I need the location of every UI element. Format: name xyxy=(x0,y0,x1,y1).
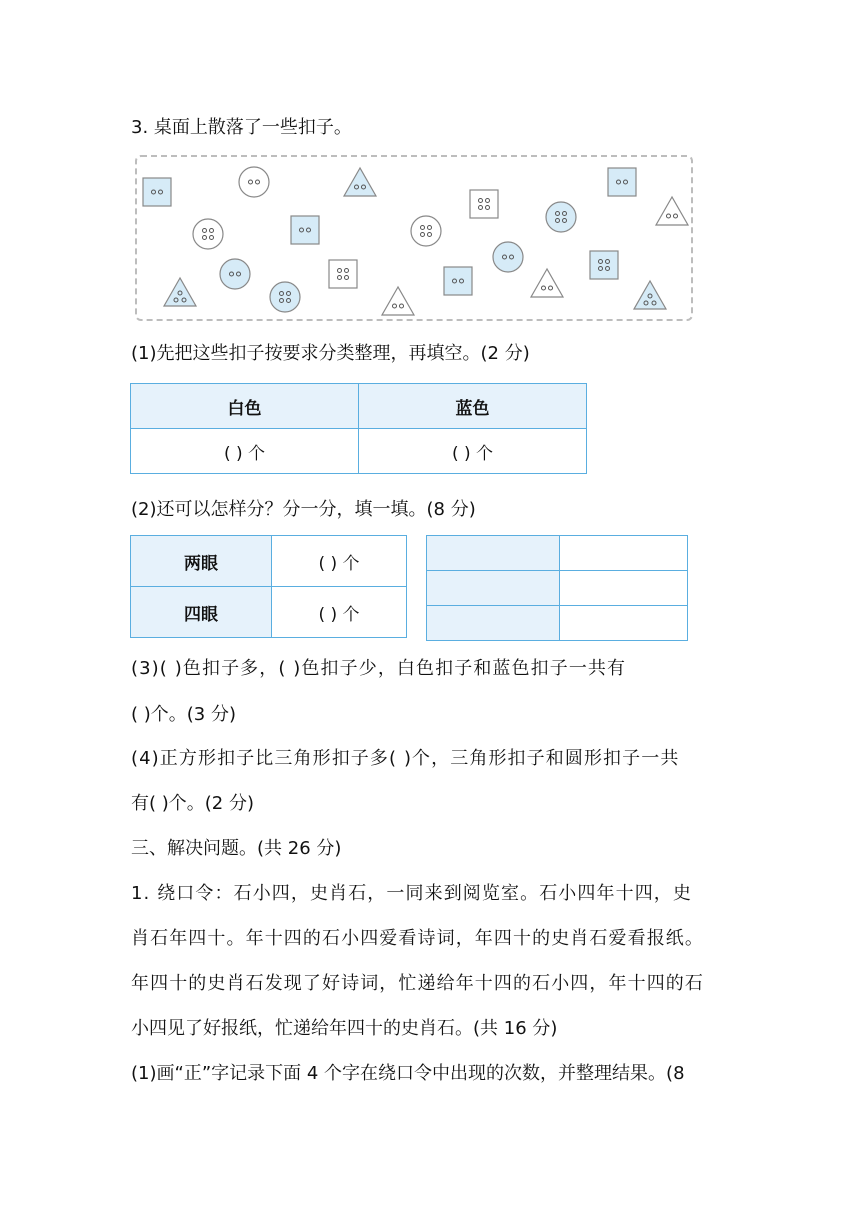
blue-square-button-13 xyxy=(590,251,618,279)
q3-sub1: (1)先把这些扣子按要求分类整理，再填空。(2 分) xyxy=(131,343,530,364)
cell-blue-count[interactable]: ( ) 个 xyxy=(359,429,587,474)
white-triangle-button-19 xyxy=(382,287,414,315)
problem1-line2: 肖石年四十。年十四的石小四爱看诗词，年四十的史肖石爱看报纸。 xyxy=(131,928,704,949)
q3-sub2: (2)还可以怎样分？分一分，填一填。(8 分) xyxy=(131,499,476,520)
white-circle-button-7 xyxy=(193,219,223,249)
q3-title: 3. 桌面上散落了一些扣子。 xyxy=(131,117,352,138)
blue-square-button-15 xyxy=(444,267,472,295)
blank-label-2[interactable] xyxy=(427,571,560,606)
blank-table xyxy=(426,535,688,641)
white-triangle-button-17 xyxy=(531,269,563,297)
q3-sub4-line1: (4)正方形扣子比三角形扣子多( )个，三角形扣子和圆形扣子一共 xyxy=(131,748,680,769)
blue-circle-button-11 xyxy=(220,259,250,289)
header-blue: 蓝色 xyxy=(359,384,587,429)
white-square-button-14 xyxy=(329,260,357,288)
holes-table xyxy=(130,535,407,638)
problem1-sub1: (1)画“正”字记录下面 4 个字在绕口令中出现的次数，并整理结果。(8 xyxy=(131,1063,685,1084)
cell-white-count[interactable]: ( ) 个 xyxy=(131,429,359,474)
blue-square-button-8 xyxy=(291,216,319,244)
blank-cell-2[interactable] xyxy=(560,571,688,606)
white-circle-button-2 xyxy=(239,167,269,197)
blue-triangle-button-3 xyxy=(344,168,376,196)
blank-label-3[interactable] xyxy=(427,606,560,641)
blue-square-button-1 xyxy=(143,178,171,206)
blue-circle-button-16 xyxy=(270,282,300,312)
section-three-heading: 三、解决问题。(共 26 分) xyxy=(131,838,342,859)
color-table xyxy=(130,383,587,474)
blue-triangle-button-20 xyxy=(634,281,666,309)
q3-sub3-line2: ( )个。(3 分) xyxy=(131,704,236,725)
blue-triangle-button-18 xyxy=(164,278,196,306)
white-square-button-4 xyxy=(470,190,498,218)
problem1-line4: 小四见了好报纸，忙递给年四十的史肖石。(共 16 分) xyxy=(131,1018,558,1039)
buttons-svg xyxy=(137,157,695,323)
blank-cell-1[interactable] xyxy=(560,536,688,571)
problem1-line1: 1. 绕口令：石小四，史肖石，一同来到阅览室。石小四年十四，史 xyxy=(131,883,692,904)
blue-circle-button-10 xyxy=(546,202,576,232)
q3-sub3-line1: (3)( )色扣子多，( )色扣子少，白色扣子和蓝色扣子一共有 xyxy=(131,658,627,679)
blue-square-button-5 xyxy=(608,168,636,196)
label-four-holes: 四眼 xyxy=(131,587,272,638)
q3-sub4-line2: 有( )个。(2 分) xyxy=(131,793,254,814)
blank-cell-3[interactable] xyxy=(560,606,688,641)
cell-two-holes[interactable]: ( ) 个 xyxy=(272,536,407,587)
problem1-line3: 年四十的史肖石发现了好诗词，忙递给年十四的石小四，年十四的石 xyxy=(131,973,704,994)
white-triangle-button-6 xyxy=(656,197,688,225)
label-two-holes: 两眼 xyxy=(131,536,272,587)
blue-circle-button-12 xyxy=(493,242,523,272)
white-circle-button-9 xyxy=(411,216,441,246)
header-white: 白色 xyxy=(131,384,359,429)
buttons-illustration xyxy=(135,155,693,321)
cell-four-holes[interactable]: ( ) 个 xyxy=(272,587,407,638)
blank-label-1[interactable] xyxy=(427,536,560,571)
